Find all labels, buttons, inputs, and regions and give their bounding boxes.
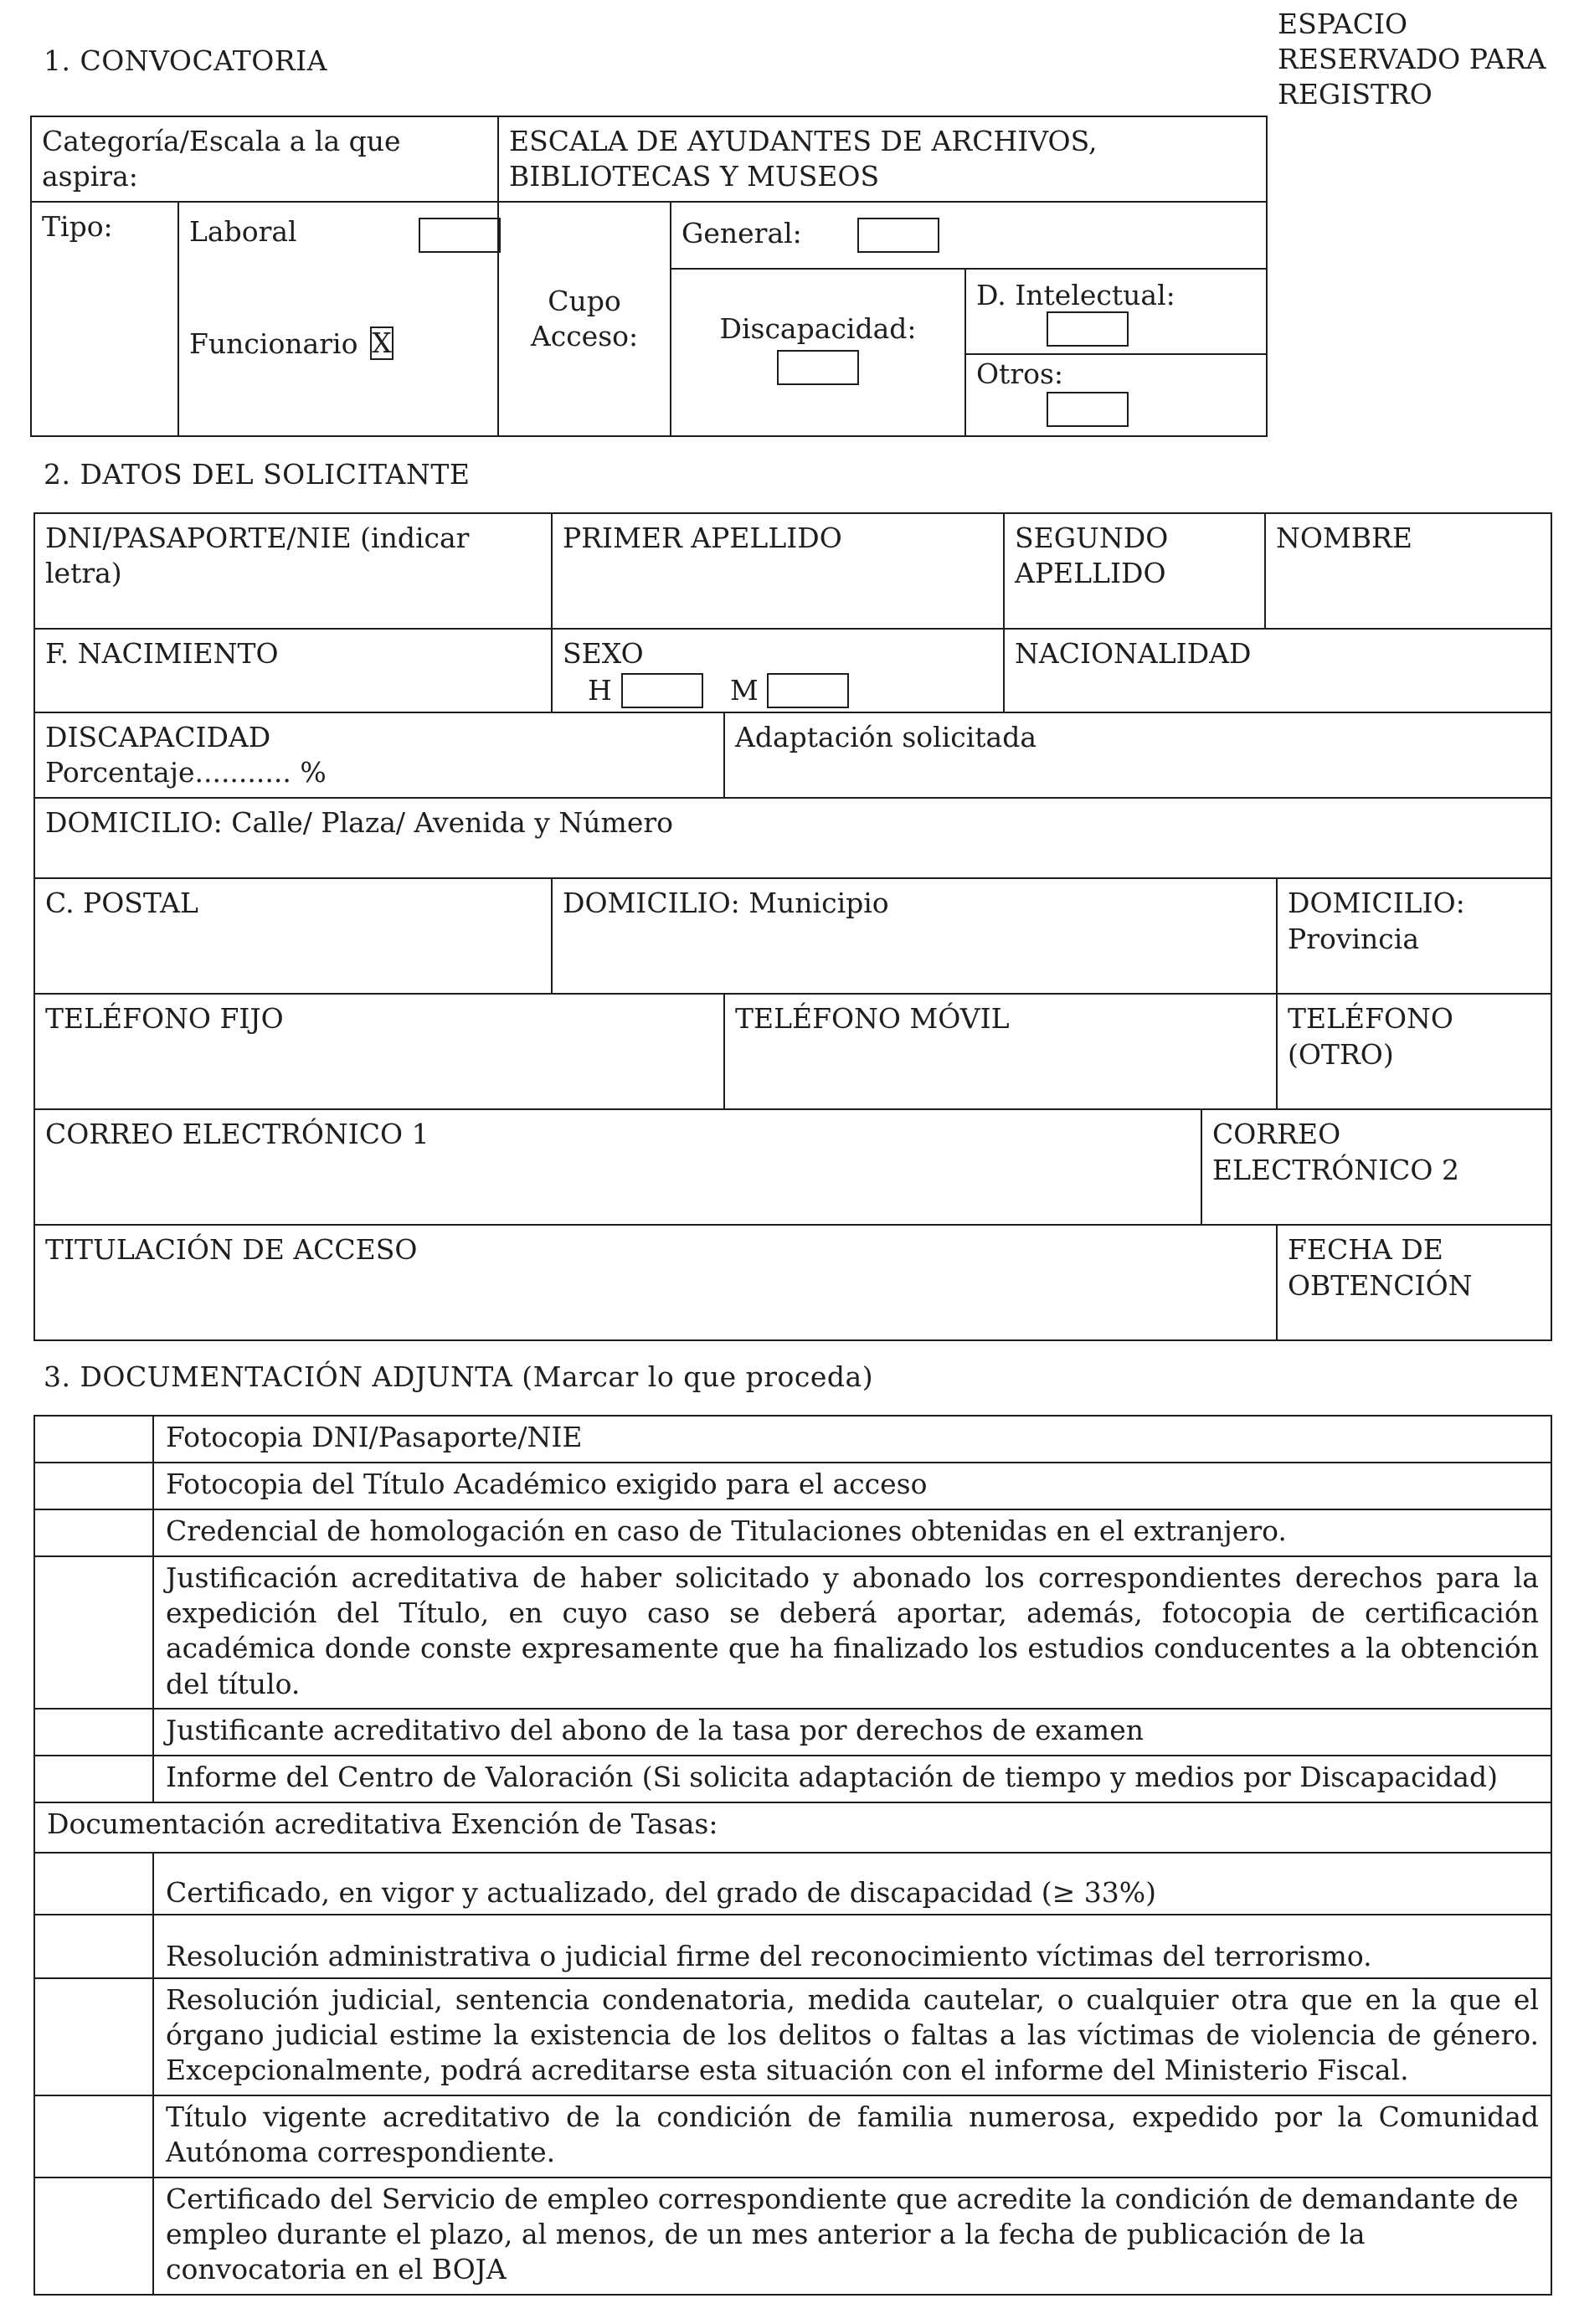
section2-title: 2. DATOS DEL SOLICITANTE — [44, 458, 471, 491]
doc-checkbox[interactable] — [34, 1709, 153, 1756]
nacionalidad-field[interactable]: NACIONALIDAD — [1004, 629, 1551, 712]
tipo-label: Tipo: — [31, 202, 178, 436]
exencion-checkbox[interactable] — [34, 2095, 153, 2177]
telefono-fijo-field[interactable]: TELÉFONO FIJO — [34, 994, 724, 1109]
otros-checkbox[interactable] — [1047, 392, 1129, 427]
otros-cell — [965, 354, 1267, 436]
doc-checkbox[interactable] — [34, 1463, 153, 1509]
general-cell — [671, 202, 1267, 269]
exencion-item: Resolución judicial, sentencia condenatoria, medida cautelar, o cualquier otra que en la que el órgano judicial estime la existencia de los delitos o faltas a las víctimas de violencia de género. Excepcionalmente, podrá acreditarse esta situación con el informe del Ministerio Fiscal. — [153, 1978, 1551, 2095]
domicilio-provincia-field[interactable]: DOMICILIO: Provincia — [1277, 878, 1551, 994]
correo1-field[interactable]: CORREO ELECTRÓNICO 1 — [34, 1109, 1201, 1225]
category-label: Categoría/Escala a la que aspira: — [31, 116, 498, 202]
sexo-label: SEXO — [563, 637, 644, 670]
adaptacion-field[interactable]: Adaptación solicitada — [724, 712, 1551, 798]
exencion-item: Título vigente acreditativo de la condición de familia numerosa, expedido por la Comunidad Autónoma correspondiente. — [153, 2095, 1551, 2177]
sexo-h-label: H — [588, 674, 612, 707]
exencion-header: Documentación acreditativa Exención de Tasas: — [34, 1802, 1551, 1853]
exencion-item: Certificado del Servicio de empleo correspondiente que acredite la condición de demandante de empleo durante el plazo, al menos, de un mes anterior a la fecha de publicación de la convocatoria en el BOJA — [153, 2177, 1551, 2295]
domicilio-calle-field[interactable]: DOMICILIO: Calle/ Plaza/ Avenida y Número — [34, 798, 1551, 878]
doc-checkbox[interactable] — [34, 1756, 153, 1802]
porcentaje-label: Porcentaje........... % — [45, 756, 327, 789]
discapacidad-label: DISCAPACIDAD — [45, 721, 271, 753]
registry-note — [1278, 7, 1546, 112]
exencion-checkbox[interactable] — [34, 2177, 153, 2295]
d-intelectual-checkbox[interactable] — [1047, 311, 1129, 347]
d-intelectual-cell — [965, 269, 1267, 354]
dni-field[interactable]: DNI/PASAPORTE/NIE (indicar letra) — [34, 513, 552, 629]
fecha-obtencion-field[interactable]: FECHA DE OBTENCIÓN — [1277, 1225, 1551, 1340]
sexo-m-checkbox[interactable] — [767, 673, 849, 708]
tipo-options — [178, 202, 498, 436]
doc-item: Credencial de homologación en caso de Titulaciones obtenidas en el extranjero. — [153, 1509, 1551, 1556]
doc-checkbox[interactable] — [34, 1556, 153, 1709]
cupo-label: Cupo Acceso: — [498, 202, 671, 436]
sexo-h-checkbox[interactable] — [621, 673, 703, 708]
funcionario-checkbox[interactable]: X — [370, 326, 394, 360]
c-postal-field[interactable]: C. POSTAL — [34, 878, 552, 994]
laboral-checkbox[interactable] — [419, 218, 501, 253]
section3-title: 3. DOCUMENTACIÓN ADJUNTA (Marcar lo que proceda) — [44, 1360, 874, 1393]
otros-label: Otros: — [976, 357, 1064, 391]
f-nacimiento-field[interactable]: F. NACIMIENTO — [34, 629, 552, 712]
documentacion-table — [33, 1415, 1552, 2296]
convocatoria-table — [30, 116, 1268, 437]
discapacidad-field[interactable] — [34, 712, 724, 798]
doc-item: Fotocopia DNI/Pasaporte/NIE — [153, 1416, 1551, 1463]
general-label: General: — [682, 217, 802, 250]
registry-note-line: RESERVADO PARA — [1278, 43, 1546, 75]
doc-item: Justificante acreditativo del abono de la tasa por derechos de examen — [153, 1709, 1551, 1756]
domicilio-municipio-field[interactable]: DOMICILIO: Municipio — [552, 878, 1277, 994]
discapacidad-checkbox[interactable] — [777, 350, 859, 385]
solicitante-table — [33, 512, 1552, 1341]
doc-item: Fotocopia del Título Académico exigido para el acceso — [153, 1463, 1551, 1509]
funcionario-label: Funcionario — [189, 327, 358, 361]
telefono-movil-field[interactable]: TELÉFONO MÓVIL — [724, 994, 1277, 1109]
exencion-item: Certificado, en vigor y actualizado, del grado de discapacidad (≥ 33%) — [153, 1853, 1551, 1915]
discapacidad-cell — [671, 269, 965, 436]
exencion-item: Resolución administrativa o judicial firme del reconocimiento víctimas del terrorismo. — [153, 1915, 1551, 1978]
exencion-checkbox[interactable] — [34, 1915, 153, 1978]
nombre-field[interactable]: NOMBRE — [1265, 513, 1551, 629]
primer-apellido-field[interactable]: PRIMER APELLIDO — [552, 513, 1004, 629]
segundo-apellido-field[interactable]: SEGUNDO APELLIDO — [1004, 513, 1265, 629]
registry-note-line: ESPACIO — [1278, 8, 1408, 40]
category-value: ESCALA DE AYUDANTES DE ARCHIVOS, BIBLIOTECAS Y MUSEOS — [498, 116, 1267, 202]
exencion-checkbox[interactable] — [34, 1978, 153, 2095]
laboral-label: Laboral — [189, 215, 297, 249]
telefono-otro-field[interactable]: TELÉFONO (OTRO) — [1277, 994, 1551, 1109]
doc-item: Justificación acreditativa de haber solicitado y abonado los correspondientes derechos para la expedición del Título, en cuyo caso se deberá aportar, además, fotocopia de certificación académica donde conste expresamente que ha finalizado los estudios conducentes a la obtención del título. — [153, 1556, 1551, 1709]
general-checkbox[interactable] — [857, 218, 939, 253]
doc-checkbox[interactable] — [34, 1509, 153, 1556]
doc-item: Informe del Centro de Valoración (Si solicita adaptación de tiempo y medios por Discapacidad) — [153, 1756, 1551, 1802]
discapacidad-label: Discapacidad: — [719, 312, 917, 346]
sexo-m-label: M — [730, 674, 759, 707]
section1-title: 1. CONVOCATORIA — [44, 44, 328, 77]
titulacion-field[interactable]: TITULACIÓN DE ACCESO — [34, 1225, 1277, 1340]
exencion-checkbox[interactable] — [34, 1853, 153, 1915]
doc-checkbox[interactable] — [34, 1416, 153, 1463]
d-intelectual-label: D. Intelectual: — [976, 279, 1175, 312]
registry-note-line: REGISTRO — [1278, 78, 1433, 111]
correo2-field[interactable]: CORREO ELECTRÓNICO 2 — [1201, 1109, 1551, 1225]
sexo-cell — [552, 629, 1004, 712]
